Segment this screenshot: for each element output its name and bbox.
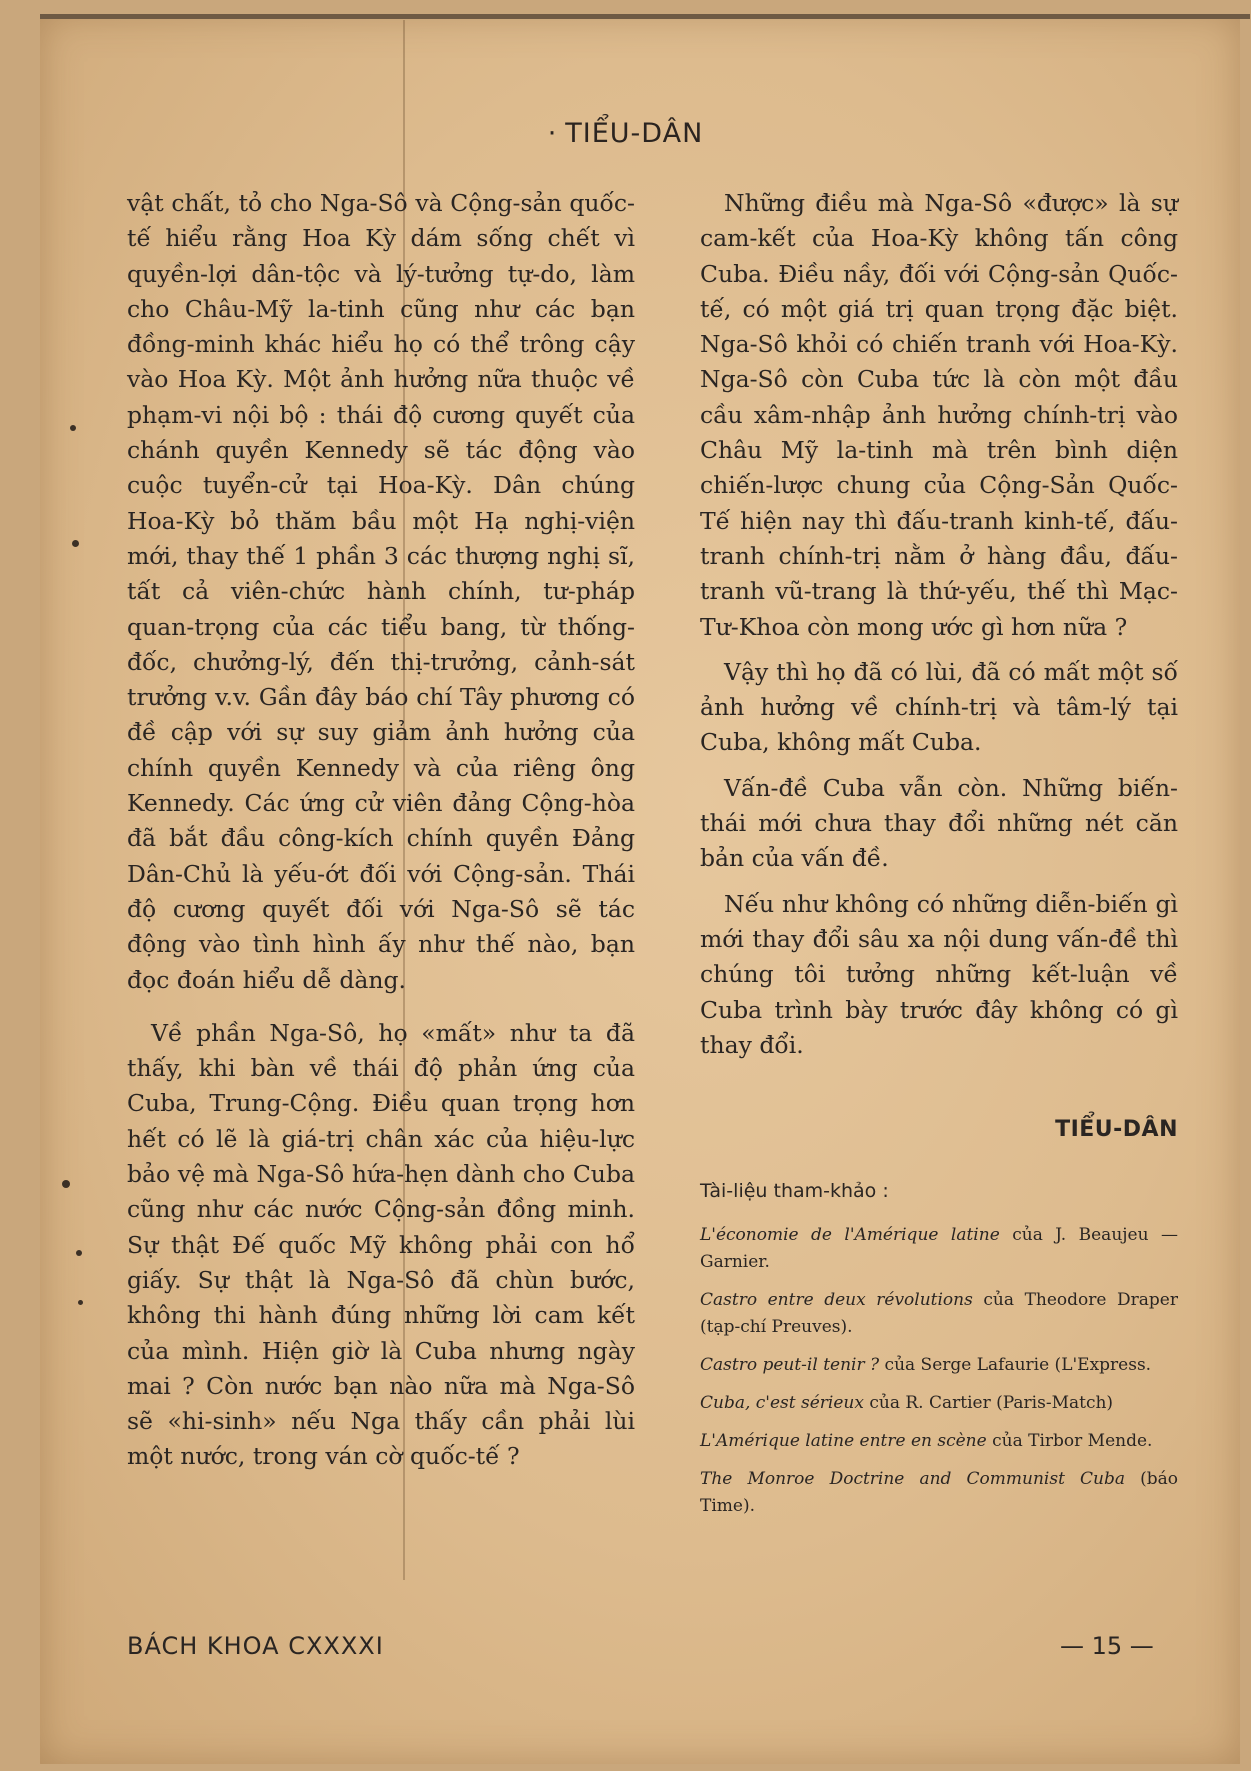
left-column [127, 186, 635, 1485]
reference-source: của Serge Lafaurie (L'Express. [879, 1355, 1152, 1375]
reference-title: L'économie de l'Amérique latine [700, 1225, 1000, 1245]
right-column [700, 186, 1178, 1073]
page-number: — 15 — [1060, 1632, 1154, 1660]
reference-source: (báo Time). [700, 1469, 1178, 1516]
reference-title: The Monroe Doctrine and Communist Cuba [700, 1469, 1125, 1489]
reference-source: của Theodore Draper (tạp-chí Preuves). [700, 1290, 1178, 1337]
reference-item [700, 1466, 1178, 1520]
running-head: · TIỂU-DÂN [547, 118, 704, 149]
reference-source: của Tirbor Mende. [986, 1431, 1153, 1451]
reference-title: L'Amérique latine entre en scène [700, 1431, 987, 1451]
ink-speck [78, 1300, 83, 1305]
running-head-text: TIỂU-DÂN [565, 118, 704, 149]
left-paragraph-2: Về phần Nga-Sô, họ «mất» như ta đã thấy, khi bàn về thái độ phản ứng của Cuba, Trung-Cộng. Điều quan trọng hơn hết có lẽ là giá-trị chân xác của hiệu-lực bảo vệ mà Nga-Sô hứa-hẹn dành cho Cuba cũng như các nước Cộng-sản đồng minh. Sự thật Đế quốc Mỹ không phải con hổ giấy. Sự thật là Nga-Sô đã chùn bước, không thi hành đúng những lời cam kết của mình. Hiện giờ là Cuba nhưng ngày mai ? Còn nước bạn nào nữa mà Nga-Sô sẽ «hi-sinh» nếu Nga thấy cần phải lùi một nước, trong ván cờ quốc-tế ? [127, 1018, 635, 1471]
reference-title: Castro peut-il tenir ? [700, 1355, 880, 1375]
top-rule [40, 14, 1250, 19]
reference-source: của J. Beaujeu — Garnier. [700, 1225, 1178, 1272]
ink-speck [70, 425, 76, 431]
reference-item [700, 1287, 1178, 1341]
reference-item [700, 1222, 1178, 1276]
reference-title: Castro entre deux révolutions [700, 1290, 973, 1310]
ink-speck [76, 1250, 82, 1256]
references-list [700, 1222, 1178, 1531]
right-paragraph-3: Vấn-đề Cuba vẫn còn. Những biến-thái mới chưa thay đổi những nét căn bản của vấn đề. [700, 773, 1178, 873]
right-paragraph-2: Vậy thì họ đã có lùi, đã có mất một số ảnh hưởng về chính-trị và tâm-lý tại Cuba, không mất Cuba. [700, 657, 1178, 757]
left-paragraph-1: vật chất, tỏ cho Nga-Sô và Cộng-sản quốc-tế hiểu rằng Hoa Kỳ dám sống chết vì quyền-lợi dân-tộc và lý-tưởng tự-do, làm cho Châu-Mỹ la-tinh cũng như các bạn đồng-minh khác hiểu họ có thể trông cậy vào Hoa Kỳ. Một ảnh hưởng nữa thuộc về phạm-vi nội bộ : thái độ cương quyết của chánh quyền Kennedy sẽ tác động vào cuộc tuyển-cử tại Hoa-Kỳ. Dân chúng Hoa-Kỳ bỏ thăm bầu một Hạ nghị-viện mới, thay thế 1 phần 3 các thượng nghị sĩ, tất cả viên-chức hành chính, tư-pháp quan-trọng của các tiểu bang, từ thống-đốc, chưởng-lý, đến thị-trưởng, cảnh-sát trưởng v.v. Gần đây báo chí Tây phương có đề cập với sự suy giảm ảnh hưởng của chính quyền Kennedy và của riêng ông Kennedy. Các ứng cử viên đảng Cộng-hòa đã bắt đầu công-kích chính quyền Đảng Dân-Chủ là yếu-ớt đối với Cộng-sản. Thái độ cương quyết đối với Nga-Sô sẽ tác động vào tình hình ấy như thế nào, bạn đọc đoán hiểu dễ dàng. [127, 189, 635, 994]
ink-speck [72, 540, 79, 547]
magazine-name: BÁCH KHOA CXXXXI [127, 1632, 384, 1660]
reference-title: Cuba, c'est sérieux [700, 1393, 864, 1413]
right-paragraph-1: Những điều mà Nga-Sô «được» là sự cam-kết của Hoa-Kỳ không tấn công Cuba. Điều nầy, đối với Cộng-sản Quốc-tế, có một giá trị quan trọng đặc biệt. Nga-Sô khỏi có chiến tranh với Hoa-Kỳ. Nga-Sô còn Cuba tức là còn một đầu cầu xâm-nhập ảnh hưởng chính-trị vào Châu Mỹ la-tinh mà trên bình diện chiến-lược chung của Cộng-Sản Quốc-Tế hiện nay thì đấu-tranh kinh-tế, đấu-tranh chính-trị nằm ở hàng đầu, đấu-tranh vũ-trang là thứ-yếu, thế thì Mạc-Tư-Khoa còn mong ước gì hơn nữa ? [700, 189, 1178, 641]
reference-item [700, 1428, 1178, 1455]
author-signature: TIỂU-DÂN [1055, 1117, 1178, 1142]
reference-source: của R. Cartier (Paris-Match) [863, 1393, 1114, 1413]
references-heading: Tài-liệu tham-khảo : [700, 1180, 889, 1202]
right-paragraph-4: Nếu như không có những diễn-biến gì mới thay đổi sâu xa nội dung vấn-đề thì chúng tôi tưởng những kết-luận về Cuba trình bày trước đây không có gì thay đổi. [700, 889, 1178, 1059]
reference-item [700, 1352, 1178, 1379]
ink-speck [62, 1180, 70, 1188]
reference-item [700, 1390, 1178, 1417]
